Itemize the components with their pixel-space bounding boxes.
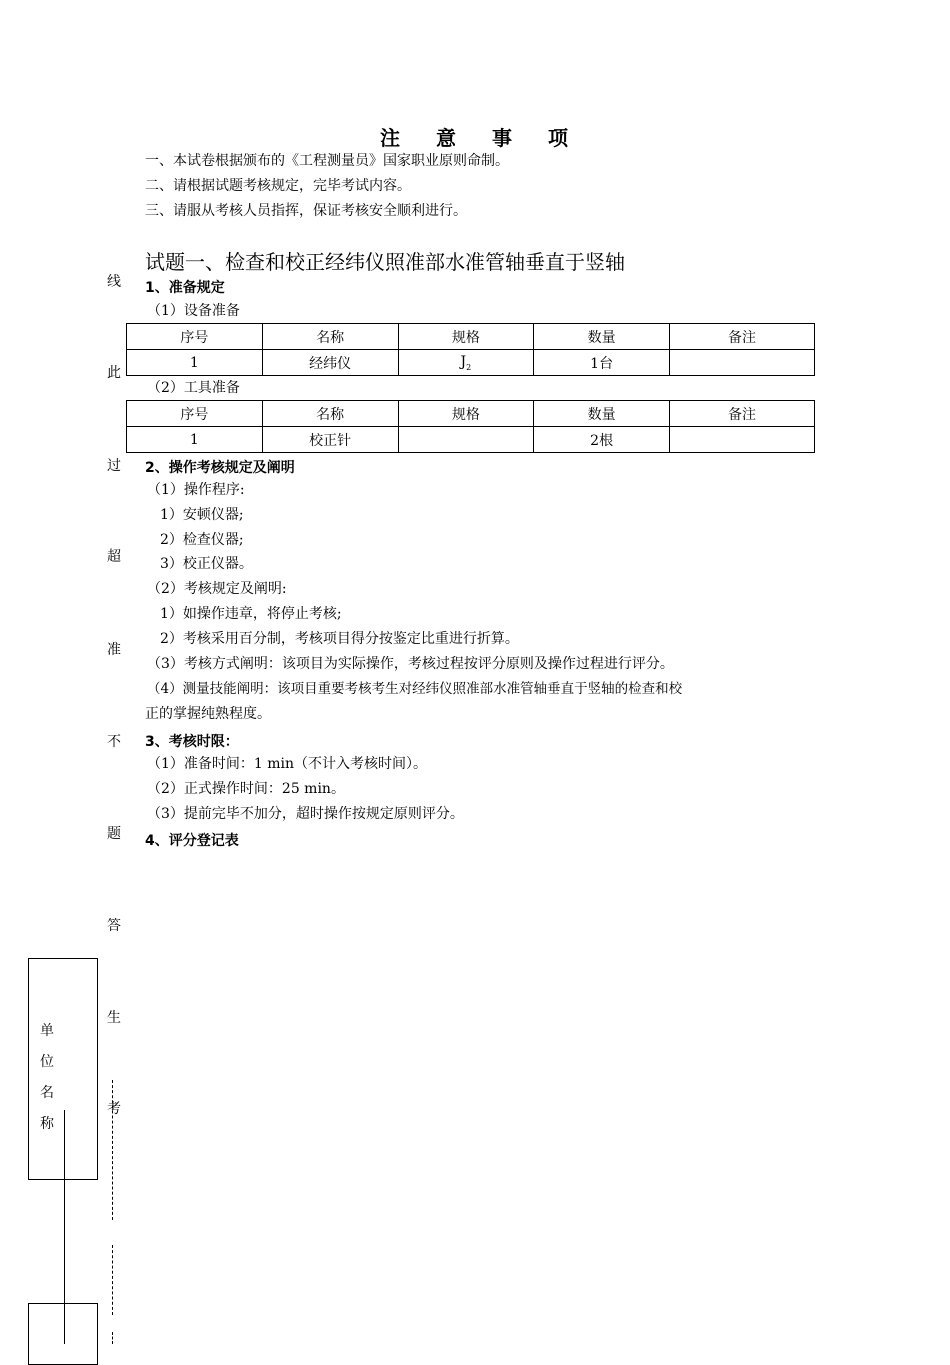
procedure-line: 3）校正仪器。 [160,556,253,572]
table-cell: 校正针 [262,427,398,453]
procedure-line: （2）考核规定及阐明: [147,581,287,597]
table-header: 备注 [670,401,815,427]
table-header: 名称 [262,324,398,350]
table-row [127,427,815,453]
notice-title-char: 事 [492,126,514,150]
table-cell: 2根 [534,427,670,453]
procedure-line: 1）如操作违章，将停止考核; [160,606,342,622]
margin-char: 过 [107,458,121,474]
question-title: 试题一、检查和校正经纬仪照准部水准管轴垂直于竖轴 [145,250,625,274]
table-header-row [127,324,815,350]
procedure-line: （3）考核方式阐明：该项目为实际操作，考核过程按评分原则及操作过程进行评分。 [147,656,674,672]
margin-char: 题 [107,826,121,842]
margin-char: 线 [107,274,121,290]
notice-item: 二、请根据试题考核规定，完毕考试内容。 [145,178,411,194]
binding-dash-line [112,1332,113,1344]
margin-char: 生 [107,1010,121,1026]
table-header: 规格 [398,324,534,350]
table-cell: 1 [127,350,263,376]
binding-dash-line [112,1080,113,1220]
table-header: 序号 [127,401,263,427]
spec-text: J [460,353,467,370]
table-header: 名称 [262,401,398,427]
table-cell: 1 [127,427,263,453]
table-header: 数量 [534,401,670,427]
section-heading: 2、操作考核规定及阐明 [145,460,295,476]
notice-title-char: 意 [436,126,458,150]
procedure-line: （1）操作程序: [147,482,245,498]
table-cell [670,350,815,376]
table-header: 序号 [127,324,263,350]
notice-title [0,122,950,151]
table-cell: 经纬仪 [262,350,398,376]
procedure-line: 2）检查仪器; [160,532,244,548]
margin-char: 不 [107,734,121,750]
tools-table [126,400,815,453]
table-header: 数量 [534,324,670,350]
procedure-line: 正的掌握纯熟程度。 [145,706,271,722]
table-cell: 1台 [534,350,670,376]
margin-char: 考 [107,1101,121,1117]
section-heading: 1、准备规定 [145,280,225,296]
notice-item: 一、本试卷根据颁布的《工程测量员》国家职业原则命制。 [145,153,509,169]
notice-item: 三、请服从考核人员指挥，保证考核安全顺利进行。 [145,203,467,219]
table-cell [670,427,815,453]
margin-char: 答 [107,918,121,934]
time-line: （3）提前完毕不加分，超时操作按规定原则评分。 [147,806,464,822]
procedure-line: （4）测量技能阐明：该项目重要考核考生对经纬仪照准部水准管轴垂直于竖轴的检查和校 [147,681,683,697]
notice-title-char: 项 [548,126,570,150]
equipment-table [126,323,815,376]
binding-dash-line [112,1245,113,1315]
lower-box [28,1303,98,1365]
unit-name-label: 单 位 名 称 [40,1023,54,1132]
tools-label: （2）工具准备 [147,380,240,396]
procedure-line: 1）安顿仪器; [160,507,244,523]
notice-title-char: 注 [380,126,402,150]
margin-char: 超 [107,549,121,565]
spec-subscript: 2 [466,362,472,372]
margin-char: 此 [107,365,121,381]
table-row [127,350,815,376]
procedure-line: 2）考核采用百分制，考核项目得分按鉴定比重进行折算。 [160,631,519,647]
equipment-label: （1）设备准备 [147,303,240,319]
table-header: 规格 [398,401,534,427]
lower-box-top [28,1303,96,1304]
section-heading: 4、评分登记表 [145,833,239,849]
table-cell [398,350,534,376]
table-header-row [127,401,815,427]
table-header: 备注 [670,324,815,350]
section-heading: 3、考核时限： [145,734,239,750]
time-line: （2）正式操作时间：25 min。 [147,781,345,797]
margin-char: 准 [107,642,121,658]
time-line: （1）准备时间：1 min（不计入考核时间）。 [147,756,428,772]
table-cell [398,427,534,453]
